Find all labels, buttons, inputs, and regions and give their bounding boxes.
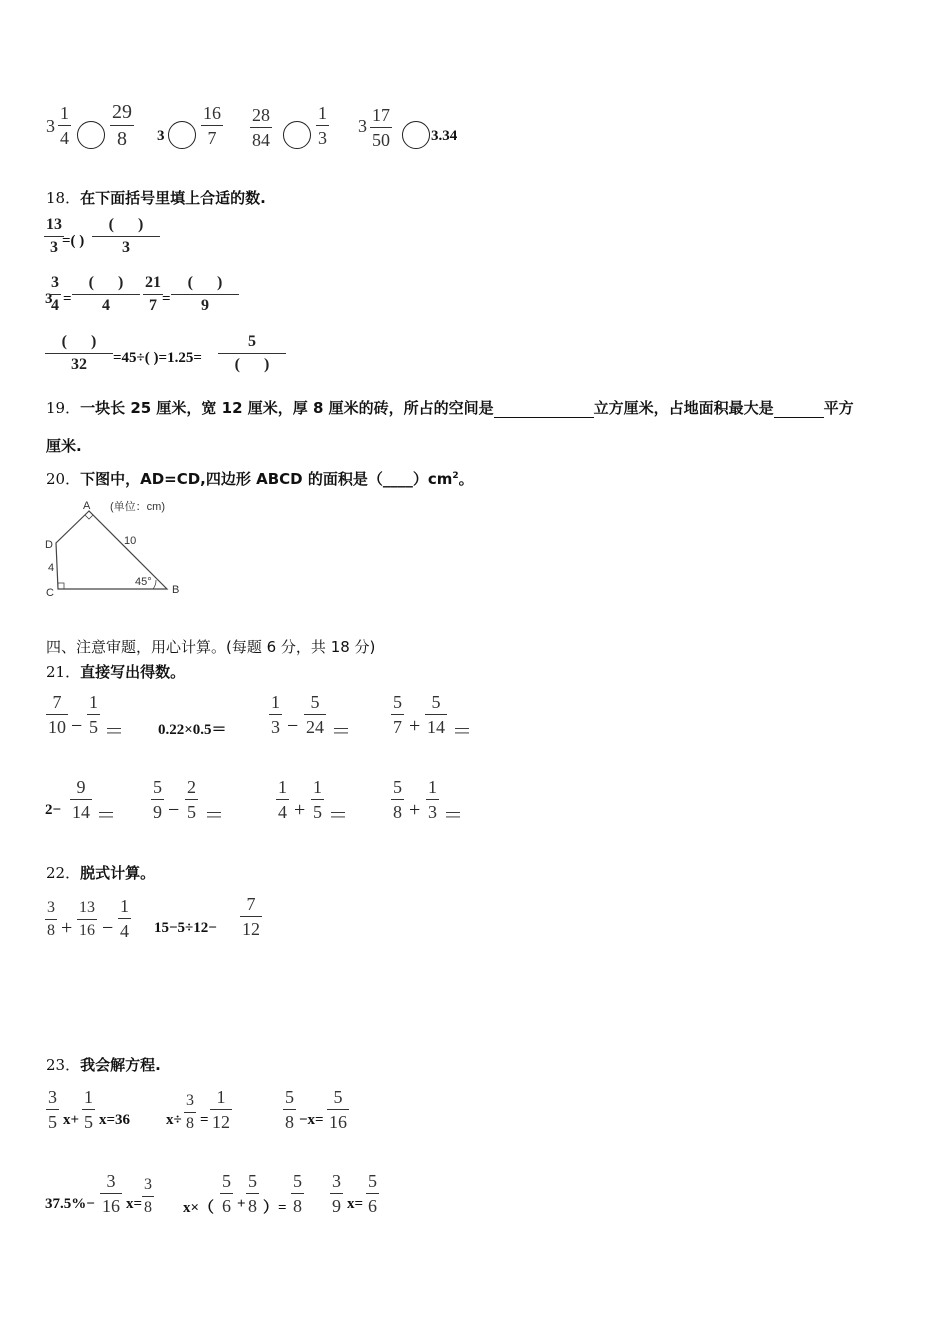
- fraction: 3 4: [51, 274, 59, 314]
- equation-text: x+: [63, 1112, 80, 1128]
- expression-prefix: 2−: [45, 802, 62, 818]
- equals: ＝: [204, 805, 224, 827]
- side-length-dc: 4: [48, 562, 55, 574]
- q20-title: 20．下图中，AD=CD,四边形 ABCD 的面积是$(\_\_\_\_)cm^2$。: [46, 470, 474, 488]
- q18-title: 18．在下面括号里填上合适的数.: [46, 189, 266, 207]
- equation-text: =( ): [62, 233, 85, 249]
- equation-text: =45÷( )=1.25=: [113, 350, 202, 366]
- fraction: 5 8: [393, 777, 402, 822]
- fraction: 1 4: [60, 103, 69, 148]
- angle-arc-b: [153, 580, 156, 589]
- equals: ＝: [331, 721, 351, 743]
- fraction: 13 3: [46, 216, 62, 256]
- expression: 0.22×0.5＝: [158, 722, 227, 738]
- fraction: ( ) 32: [45, 334, 113, 373]
- fraction: 1 5: [84, 1087, 93, 1132]
- section-heading: 四、注意审题，用心计算。(每题 6 分，共 18 分): [46, 638, 376, 656]
- vertex-label-a: A: [83, 500, 91, 512]
- fraction: 3 5: [48, 1087, 57, 1132]
- fraction: 5 16: [329, 1087, 347, 1132]
- fraction: ( ) 3: [92, 217, 160, 256]
- fraction: ( ) 9: [171, 275, 239, 314]
- answer-blank[interactable]: ____: [382, 470, 413, 488]
- vertex-label-d: D: [45, 539, 53, 551]
- right-angle-mark-c: [58, 583, 64, 589]
- fraction: 3 16: [102, 1171, 120, 1216]
- operator: −: [102, 917, 114, 939]
- whole-number: 3: [45, 291, 53, 307]
- operator: +: [294, 799, 306, 821]
- vertex-label-b: B: [172, 584, 180, 596]
- equals: =: [162, 291, 171, 307]
- q22-title: 22．脱式计算。: [46, 864, 156, 882]
- q19-line1: 19．一块长 25 厘米，宽 12 厘米，厚 8 厘米的砖，所占的空间是 立方厘米，占地面积最大是 平方: [46, 399, 854, 417]
- fraction: 1 4: [278, 777, 287, 822]
- fraction: 21 7: [145, 274, 161, 314]
- equals: ＝: [96, 805, 116, 827]
- operator: −: [168, 799, 180, 821]
- equals: ＝: [443, 805, 463, 827]
- fraction: 3 8: [47, 899, 55, 939]
- operator: +: [409, 799, 421, 821]
- fraction: 29 8: [112, 101, 132, 150]
- fraction: 1 3: [318, 103, 327, 148]
- equation-text: x=: [347, 1196, 364, 1212]
- equals: =: [200, 1112, 209, 1128]
- fraction: 1 4: [120, 896, 129, 941]
- equation-text: x=36: [99, 1112, 131, 1128]
- fraction: 3 8: [186, 1092, 194, 1132]
- compare-circle[interactable]: [402, 121, 430, 149]
- equals: ＝: [328, 805, 348, 827]
- fraction: 5 8: [285, 1087, 294, 1132]
- fraction: 5 7: [393, 692, 402, 737]
- q23-title: 23．我会解方程.: [46, 1056, 161, 1074]
- operator: −: [71, 715, 83, 737]
- fraction: 5 8: [248, 1171, 257, 1216]
- operator: +: [409, 715, 421, 737]
- fraction: 1 12: [212, 1087, 230, 1132]
- fraction: 3 8: [144, 1176, 152, 1216]
- fraction: 5 14: [427, 692, 445, 737]
- side-length-ab: 10: [124, 535, 137, 547]
- fraction: 28 84: [252, 105, 270, 150]
- fraction: 7 10: [48, 692, 66, 737]
- compare-circle[interactable]: [77, 121, 105, 149]
- fraction: 1 5: [313, 777, 322, 822]
- fraction: 17 50: [372, 105, 390, 150]
- fraction: 2 5: [187, 777, 196, 822]
- operator: −: [287, 715, 299, 737]
- fraction: 1 5: [89, 692, 98, 737]
- equation-text: x÷: [166, 1112, 182, 1128]
- answer-blank[interactable]: [494, 399, 594, 418]
- fraction: 16 7: [203, 103, 221, 148]
- whole-number: 3: [157, 128, 165, 144]
- fraction: 1 3: [428, 777, 437, 822]
- fraction: 3 9: [332, 1171, 341, 1216]
- equation-text: ）=: [263, 1200, 287, 1216]
- fraction: 9 14: [72, 777, 90, 822]
- compare-circle[interactable]: [283, 121, 311, 149]
- q21-title: 21．直接写出得数。: [46, 663, 186, 681]
- equals: ＝: [104, 721, 124, 743]
- equals: =: [63, 291, 72, 307]
- fraction: 1 3: [271, 692, 280, 737]
- fraction: 13 16: [79, 899, 95, 939]
- right-angle-mark-a: [85, 515, 93, 519]
- expression-prefix: 15−5÷12−: [154, 920, 217, 936]
- operator: +: [237, 1196, 246, 1212]
- answer-blank[interactable]: [774, 399, 824, 418]
- angle-label: 45°: [135, 576, 152, 588]
- fraction: 5 6: [368, 1171, 377, 1216]
- compare-circle[interactable]: [168, 121, 196, 149]
- equation-text: x×（: [183, 1200, 215, 1216]
- operator: +: [61, 917, 73, 939]
- q19-line2: 厘米.: [46, 437, 82, 455]
- quadrilateral-figure: [40, 495, 200, 605]
- whole-number: 3: [358, 116, 367, 136]
- vertex-label-c: C: [46, 587, 54, 599]
- fraction: 5 24: [306, 692, 324, 737]
- equation-text: −x=: [299, 1112, 324, 1128]
- fraction: 5 8: [293, 1171, 302, 1216]
- equation-text: 37.5%−: [45, 1196, 95, 1212]
- equals: ＝: [452, 721, 472, 743]
- equation-text: x=: [126, 1196, 143, 1212]
- fraction: 5 9: [153, 777, 162, 822]
- fraction: 7 12: [242, 894, 260, 939]
- fraction: 5 ( ): [218, 334, 286, 373]
- fraction: ( ) 4: [72, 275, 140, 314]
- whole-number: 3: [46, 116, 55, 136]
- decimal-value: 3.34: [431, 128, 458, 144]
- unit-label: (单位：cm): [110, 501, 165, 513]
- fraction: 5 6: [222, 1171, 231, 1216]
